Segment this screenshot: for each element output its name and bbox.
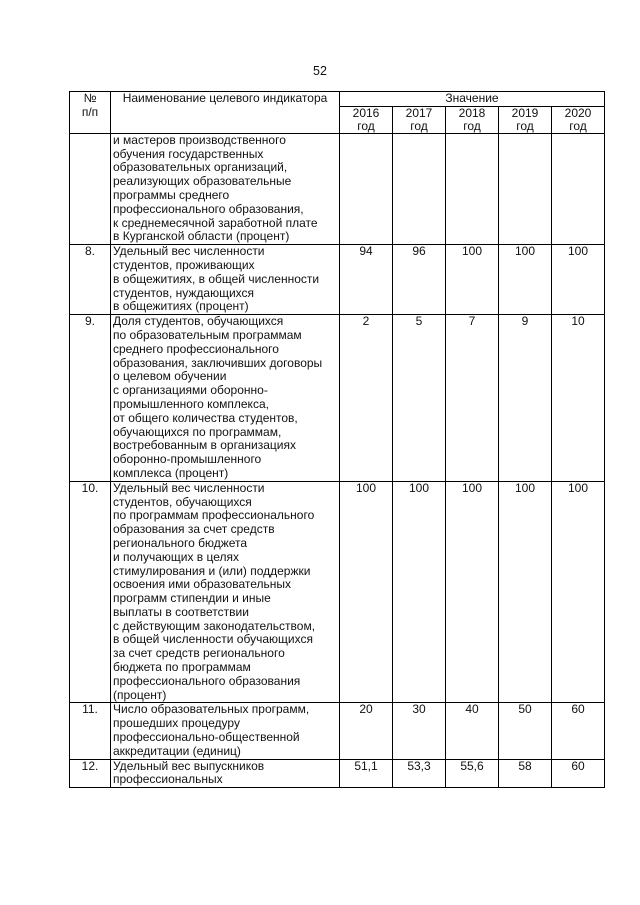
- row-value-2017: 96: [393, 245, 446, 315]
- header-year-2016: 2016 год: [340, 106, 393, 133]
- table-row: [70, 759, 605, 788]
- row-value-2016: 51,1: [340, 759, 393, 788]
- row-indicator-name: Число образовательных программ, прошедших процедуру профессионально-общественной аккредитации (единиц): [111, 703, 340, 759]
- row-value-2017: 30: [393, 703, 446, 759]
- row-value-2016: 94: [340, 245, 393, 315]
- row-num: 9.: [70, 315, 111, 482]
- row-value-2016: 20: [340, 703, 393, 759]
- row-indicator-name: Доля студентов, обучающихся по образовательным программам среднего профессионального образования, заключивших договоры о целевом обучении с организациями оборонно- промышленного комплекса, от общего количества студентов, обучающихся по программам, востребованным в организациях оборонно-промышленного комплекса (процент): [111, 315, 340, 482]
- table-row: [70, 133, 605, 244]
- header-year-2020: 2020 год: [552, 106, 605, 133]
- header-year-2018: 2018 год: [446, 106, 499, 133]
- row-value-2020: [552, 133, 605, 244]
- row-value-2017: 53,3: [393, 759, 446, 788]
- row-value-2020: 60: [552, 759, 605, 788]
- row-value-2018: 7: [446, 315, 499, 482]
- row-value-2018: [446, 133, 499, 244]
- table-row: [70, 315, 605, 482]
- row-value-2019: [499, 133, 552, 244]
- table-row: [70, 245, 605, 315]
- table-row: [70, 481, 605, 703]
- row-value-2016: [340, 133, 393, 244]
- page-number: 52: [313, 64, 327, 78]
- table-row: [70, 703, 605, 759]
- row-value-2019: 100: [499, 481, 552, 703]
- row-value-2020: 100: [552, 245, 605, 315]
- row-num: 8.: [70, 245, 111, 315]
- header-year-2019: 2019 год: [499, 106, 552, 133]
- row-value-2017: 5: [393, 315, 446, 482]
- row-num: 12.: [70, 759, 111, 788]
- row-num: 11.: [70, 703, 111, 759]
- row-value-2019: 9: [499, 315, 552, 482]
- row-value-2016: 100: [340, 481, 393, 703]
- row-value-2019: 100: [499, 245, 552, 315]
- header-num: № п/п: [70, 92, 111, 134]
- indicators-table: [69, 91, 605, 788]
- row-indicator-name: Удельный вес выпускников профессиональных: [111, 759, 340, 788]
- row-value-2019: 58: [499, 759, 552, 788]
- row-value-2018: 100: [446, 481, 499, 703]
- row-value-2018: 100: [446, 245, 499, 315]
- header-value: Значение: [340, 92, 605, 107]
- row-value-2020: 100: [552, 481, 605, 703]
- row-num: [70, 133, 111, 244]
- row-value-2018: 40: [446, 703, 499, 759]
- row-value-2017: [393, 133, 446, 244]
- header-indicator-name: Наименование целевого индикатора: [111, 92, 340, 134]
- row-value-2020: 60: [552, 703, 605, 759]
- row-indicator-name: Удельный вес численности студентов, обучающихся по программам профессионального образования за счет средств регионального бюджета и получающих в целях стимулирования и (или) поддержки освоения ими образовательных программ стипендии и иные выплаты в соответствии с действующим законодательством, в общей численности обучающихся за счет средств регионального бюджета по программам профессионального образования (процент): [111, 481, 340, 703]
- row-value-2018: 55,6: [446, 759, 499, 788]
- row-value-2019: 50: [499, 703, 552, 759]
- row-indicator-name: и мастеров производственного обучения государственных образовательных организаций, реализующих образовательные программы среднего профессионального образования, к среднемесячной заработной плате в Курганской области (процент): [111, 133, 340, 244]
- header-year-2017: 2017 год: [393, 106, 446, 133]
- row-num: 10.: [70, 481, 111, 703]
- row-value-2017: 100: [393, 481, 446, 703]
- row-value-2020: 10: [552, 315, 605, 482]
- row-value-2016: 2: [340, 315, 393, 482]
- row-indicator-name: Удельный вес численности студентов, проживающих в общежитиях, в общей численности студентов, нуждающихся в общежитиях (процент): [111, 245, 340, 315]
- table-header-row: [70, 92, 605, 107]
